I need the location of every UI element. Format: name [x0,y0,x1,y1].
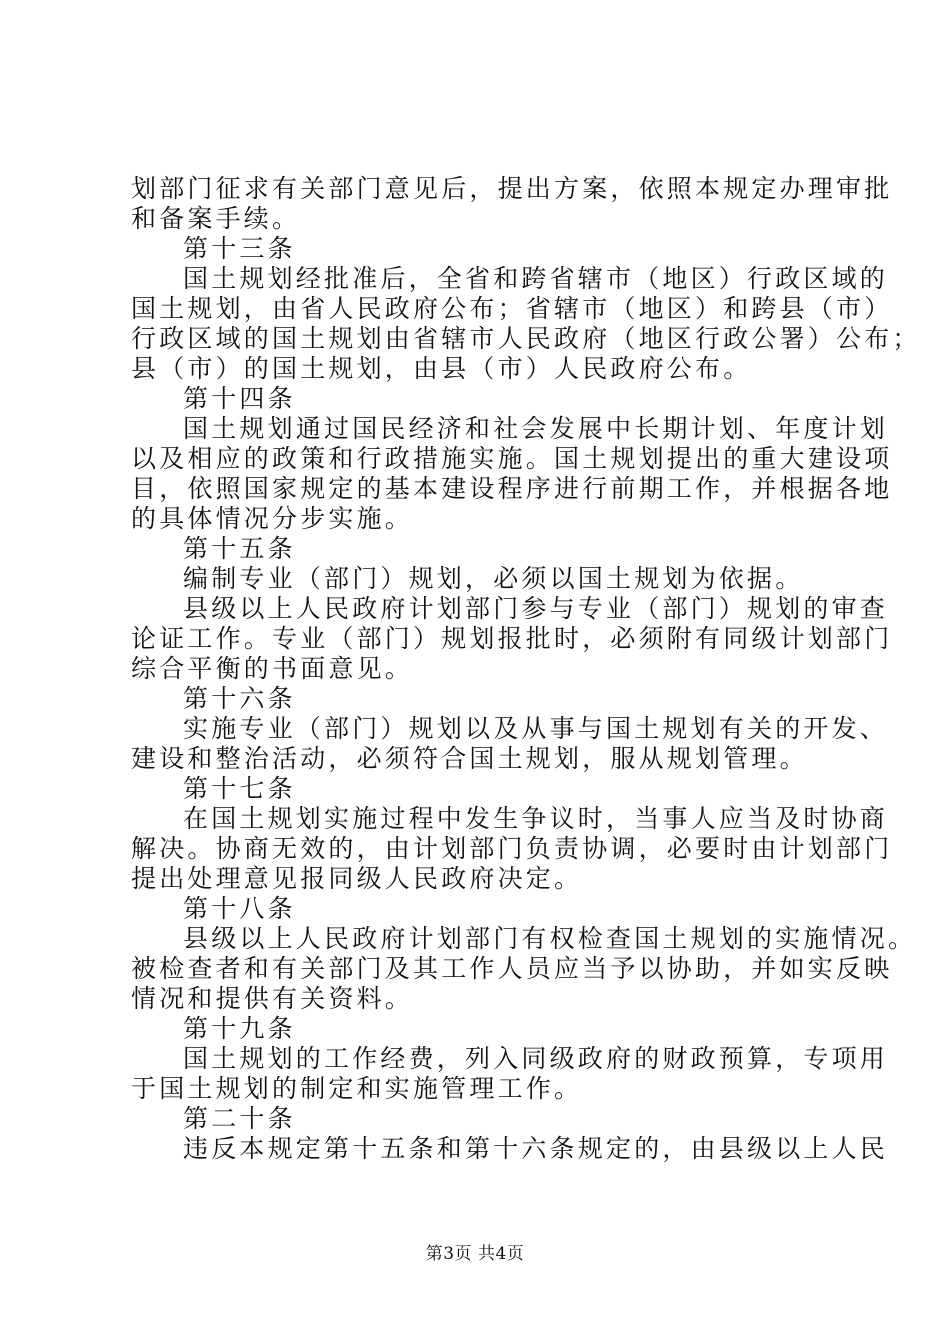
article-heading: 第十八条 [183,894,296,923]
body-text-line: 国土规划，由省人民政府公布；省辖市（地区）和跨县（市） [131,294,893,323]
article-heading: 第二十条 [183,1104,296,1133]
body-text-line: 编制专业（部门）规划，必须以国土规划为依据。 [183,564,804,593]
body-text-line: 划部门征求有关部门意见后，提出方案，依照本规定办理审批 [131,174,893,203]
body-text-line: 行政区域的国土规划由省辖市人民政府（地区行政公署）公布； [131,324,921,353]
body-text-line: 被检查者和有关部门及其工作人员应当予以协助，并如实反映 [131,954,893,983]
article-heading: 第十五条 [183,534,296,563]
body-text-line: 建设和整治活动，必须符合国土规划，服从规划管理。 [131,744,808,773]
page-number-label: 第3页 共4页 [425,1244,525,1264]
body-text-line: 的具体情况分步实施。 [131,504,414,533]
body-text-line: 国土规划的工作经费，列入同级政府的财政预算，专项用 [183,1044,889,1073]
body-text-line: 综合平衡的书面意见。 [131,654,414,683]
body-text-line: 县级以上人民政府计划部门参与专业（部门）规划的审查 [183,594,889,623]
body-text-line: 情况和提供有关资料。 [131,984,414,1013]
body-text-line: 论证工作。专业（部门）规划报批时，必须附有同级计划部门 [131,624,893,653]
body-text-line: 违反本规定第十五条和第十六条规定的，由县级以上人民 [183,1134,889,1163]
article-heading: 第十九条 [183,1014,296,1043]
body-text-line: 县级以上人民政府计划部门有权检查国土规划的实施情况。 [183,924,917,953]
body-text-line: 实施专业（部门）规划以及从事与国土规划有关的开发、 [183,714,889,743]
article-heading: 第十四条 [183,384,296,413]
body-text-line: 在国土规划实施过程中发生争议时，当事人应当及时协商 [183,804,889,833]
body-text-line: 以及相应的政策和行政措施实施。国土规划提出的重大建设项 [131,444,893,473]
body-text-line: 于国土规划的制定和实施管理工作。 [131,1074,583,1103]
body-text-line: 目，依照国家规定的基本建设程序进行前期工作，并根据各地 [131,474,893,503]
body-text-line: 国土规划通过国民经济和社会发展中长期计划、年度计划 [183,414,889,443]
document-body [131,174,921,1164]
body-text-line: 提出处理意见报同级人民政府决定。 [131,864,583,893]
body-text-line: 县（市）的国土规划，由县（市）人民政府公布。 [131,354,752,383]
article-heading: 第十三条 [183,234,296,263]
article-heading: 第十七条 [183,774,296,803]
body-text-line: 解决。协商无效的，由计划部门负责协调，必要时由计划部门 [131,834,893,863]
body-text-line: 和备案手续。 [131,204,301,233]
article-heading: 第十六条 [183,684,296,713]
body-text-line: 国土规划经批准后，全省和跨省辖市（地区）行政区域的 [183,264,889,293]
page-footer [0,1243,950,1265]
